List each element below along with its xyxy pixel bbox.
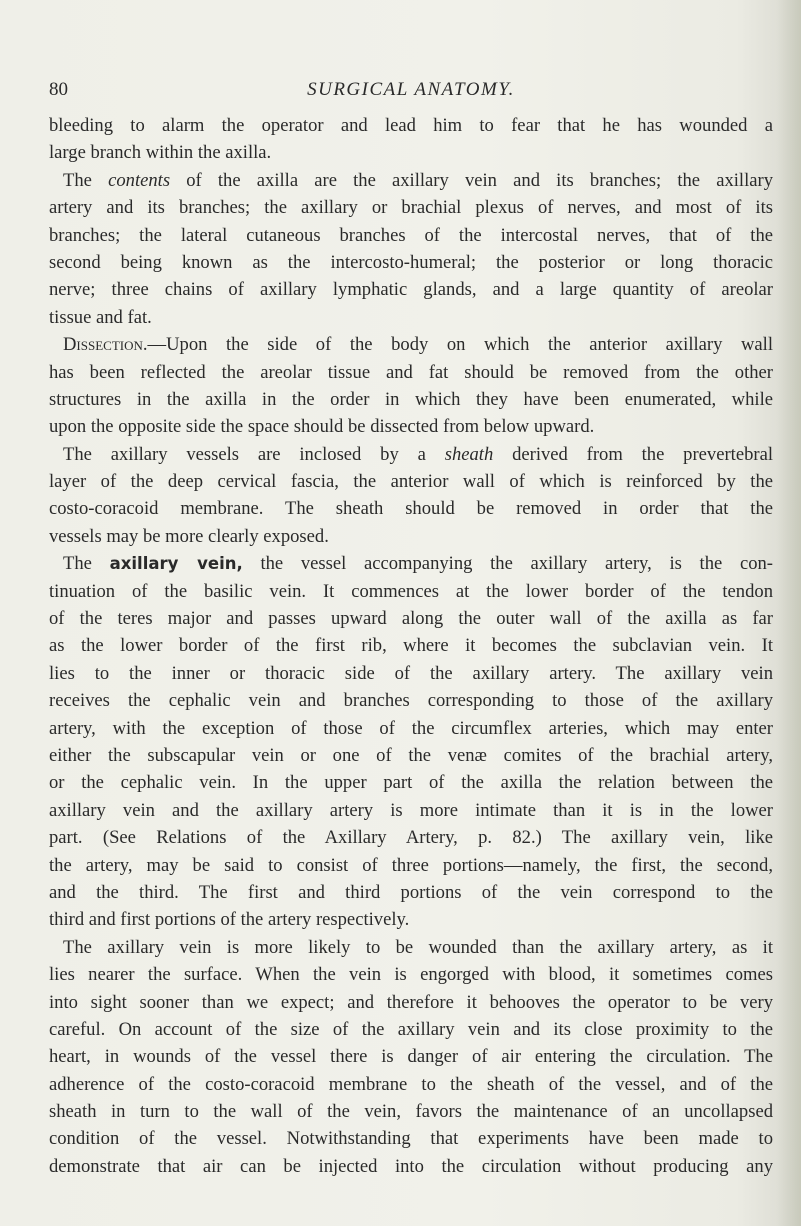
text-line: axillary vein and the axillary artery is more intimate than it is in the lower [49, 799, 773, 821]
running-head: SURGICAL ANATOMY. [307, 79, 515, 100]
text-smallcaps: Dissection. [63, 334, 148, 356]
text-line: artery and its branches; the axillary or brachial plexus of nerves, and most of its [49, 197, 773, 219]
page-number: 80 [49, 79, 68, 100]
page-header [49, 79, 773, 107]
text-italic: contents [108, 169, 171, 191]
text-line: lies nearer the surface. When the vein is engorged with blood, it sometimes comes [49, 964, 773, 986]
text-line: layer of the deep cervical fascia, the anterior wall of which is reinforced by the [49, 471, 773, 493]
text-line: and the third. The first and third portions of the vein correspond to the [49, 881, 773, 903]
text-line: condition of the vessel. Notwithstanding that experiments have been made to [49, 1128, 773, 1150]
text-italic: sheath [444, 443, 494, 465]
text-line: structures in the axilla in the order in which they have been enumerated, while [49, 388, 773, 410]
text-line: demonstrate that air can be injected into the circulation without producing any [49, 1155, 773, 1177]
text-run: derived from the prevertebral [493, 443, 773, 465]
text-line: careful. On account of the size of the axillary vein and its close proximity to the [49, 1018, 773, 1040]
text-line: receives the cephalic vein and branches corresponding to those of the axillary [49, 690, 773, 712]
text-run: The axillary vessels are inclosed by a [63, 443, 445, 465]
text-line: as the lower border of the first rib, where it becomes the subclavian vein. It [49, 635, 773, 657]
text-bold: axillary vein, [109, 554, 243, 574]
text-line [49, 441, 773, 468]
text-line [49, 167, 773, 194]
text-line: bleeding to alarm the operator and lead him to fear that he has wounded a [49, 115, 773, 136]
text-line: third and first portions of the artery respectively. [49, 909, 410, 931]
text-run: The [63, 169, 109, 191]
text-line: branches; the lateral cutaneous branches of the intercostal nerves, that of the [49, 224, 773, 246]
text-line: lies to the inner or thoracic side of the axillary artery. The axillary vein [49, 662, 773, 684]
text-line: nerve; three chains of axillary lymphatic glands, and a large quantity of areolar [49, 279, 773, 301]
text-line: sheath in turn to the wall of the vein, favors the maintenance of an uncollapsed [49, 1101, 773, 1123]
text-line: into sight sooner than we expect; and therefore it behooves the operator to be very [49, 991, 773, 1013]
text-line: artery, with the exception of those of the circumflex arteries, which may enter [49, 717, 773, 739]
text-line: the artery, may be said to consist of three portions—namely, the first, the second, [49, 854, 773, 876]
text-run: of the axilla are the axillary vein and its branches; the axillary [170, 169, 773, 191]
text-line: of the teres major and passes upward along the outer wall of the axilla as far [49, 608, 773, 630]
text-line: or the cephalic vein. In the upper part of the axilla the relation between the [49, 772, 773, 794]
text-line: tinuation of the basilic vein. It commences at the lower border of the tendon [49, 580, 773, 602]
text-line: heart, in wounds of the vessel there is danger of air entering the circulation. The [49, 1046, 773, 1068]
text-line [49, 331, 773, 358]
text-line: tissue and fat. [49, 306, 152, 328]
body-text [49, 112, 773, 1180]
text-run: —Upon the side of the body on which the anterior axillary wall [147, 334, 773, 356]
text-line [49, 550, 773, 577]
text-line: adherence of the costo-coracoid membrane to the sheath of the vessel, and of the [49, 1073, 773, 1095]
text-line: large branch within the axilla. [49, 142, 272, 164]
text-line: costo-coracoid membrane. The sheath should be removed in order that the [49, 498, 773, 520]
text-line: has been reflected the areolar tissue and fat should be removed from the other [49, 361, 773, 383]
text-run: the vessel accompanying the axillary artery, is the con- [242, 553, 773, 575]
text-line: The axillary vein is more likely to be wounded than the axillary artery, as it [63, 936, 773, 958]
text-line: part. (See Relations of the Axillary Artery, p. 82.) The axillary vein, like [49, 827, 773, 849]
text-line: second being known as the intercosto-humeral; the posterior or long thoracic [49, 251, 773, 273]
text-line: vessels may be more clearly exposed. [49, 525, 329, 547]
text-line: either the subscapular vein or one of the venæ comites of the brachial artery, [49, 744, 773, 766]
page-edge-shadow [777, 0, 801, 1226]
text-line: upon the opposite side the space should be dissected from below upward. [49, 416, 595, 438]
text-run: The [63, 553, 110, 575]
